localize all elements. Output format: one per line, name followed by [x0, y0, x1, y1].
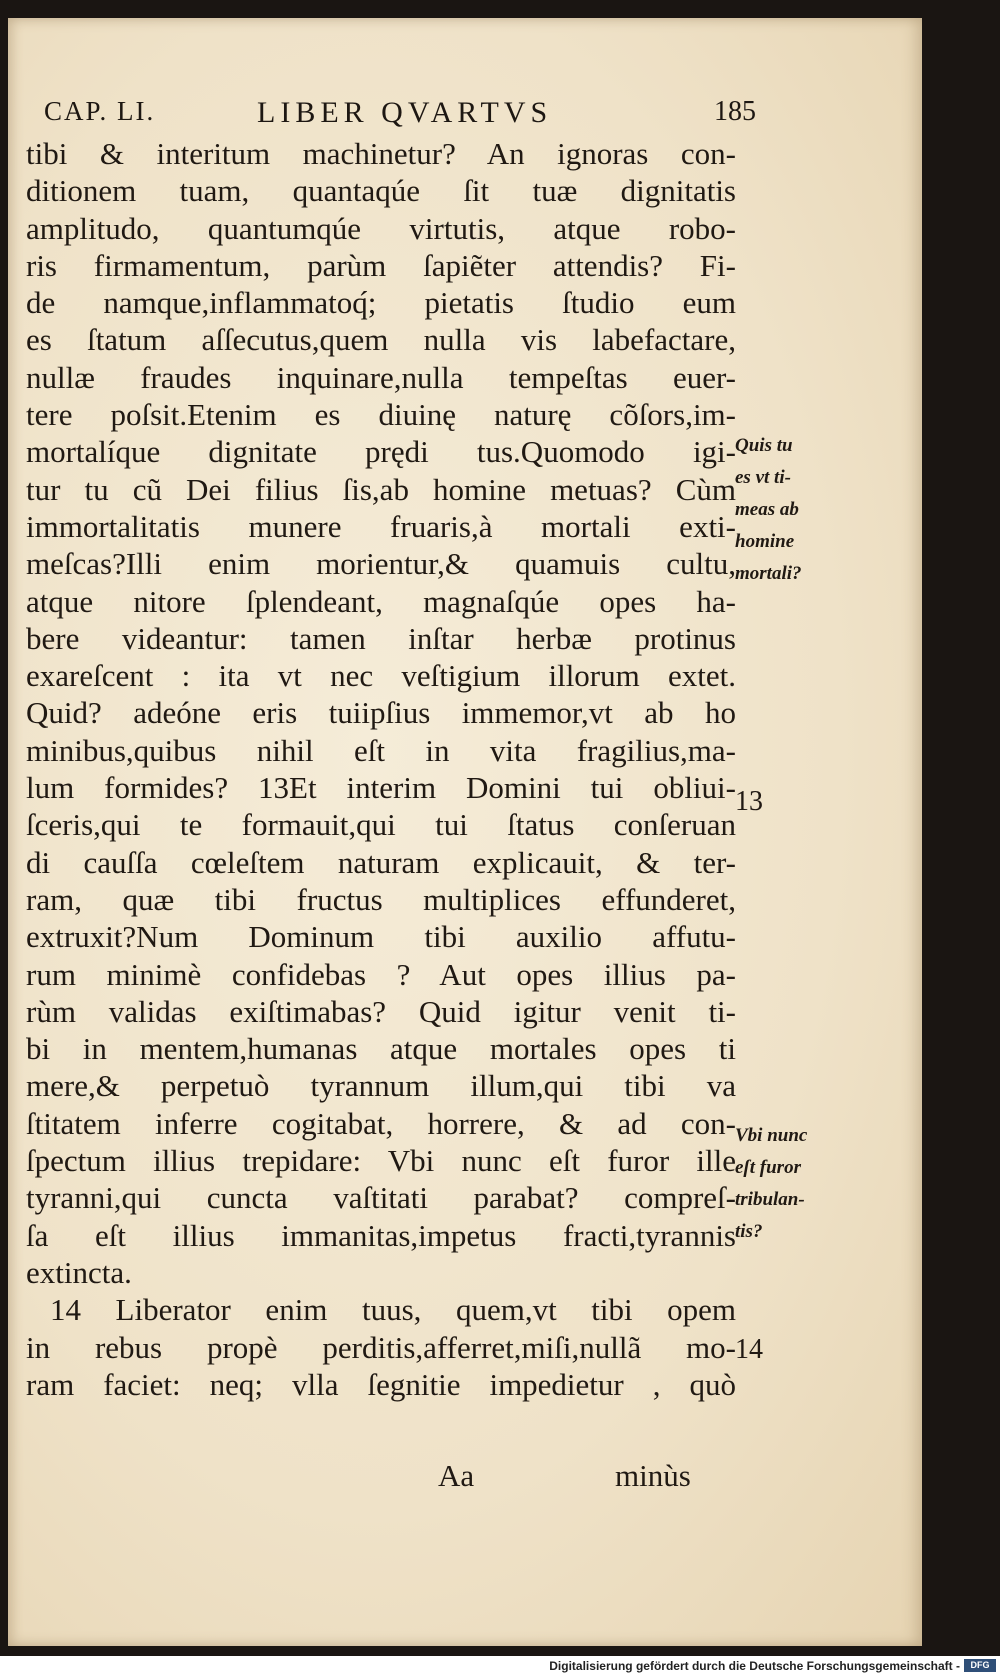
marginal-note-line: Vbi nunc — [735, 1125, 808, 1146]
marginal-note-line: tis? — [735, 1221, 763, 1242]
text-line: lum formides? 13Et interim Domini tui obliui- — [26, 770, 736, 806]
text-line: extincta. — [26, 1254, 132, 1290]
text-line: tibi & interitum machinetur? An ignoras con- — [26, 136, 736, 171]
text-line: de namque,inflammatoq́; pietatis ſtudio eum — [26, 285, 736, 321]
marginal-note-line: homine — [735, 531, 795, 552]
text-line: amplitudo, quantumqúe virtutis, atque robo- — [26, 210, 736, 246]
text-line: immortalitatis munere fruaris,à mortali exti- — [26, 508, 736, 544]
text-line: ris firmamentum, parùm ſapiẽter attendis? Fi- — [26, 247, 736, 283]
text-line: ram, quæ tibi fructus multiplices effunderet, — [26, 881, 736, 917]
text-line: exareſcent : ita vt nec veſtigium illorum extet. — [26, 658, 736, 694]
text-line: tyranni,qui cuncta vaſtitati parabat? compreſ- — [26, 1180, 736, 1216]
marginal-note-line: Quis tu — [735, 435, 793, 456]
main-text-block — [26, 135, 736, 1403]
text-line: extruxit?Num Dominum tibi auxilio affutu- — [26, 919, 736, 955]
text-line: ſtitatem inferre cogitabat, horrere, & ad con- — [26, 1105, 736, 1141]
text-line: minibus,quibus nihil eſt in vita fragilius,ma- — [26, 732, 736, 768]
signature-mark: Aa — [438, 1458, 475, 1493]
text-line: ram faciet: neq; vlla ſegnitie impedietur , quò — [26, 1366, 736, 1402]
marginal-note-vbi-nunc — [735, 1120, 845, 1248]
book-page — [8, 18, 922, 1646]
text-line: tur tu cũ Dei filius ſis,ab homine metuas? Cùm — [26, 471, 736, 507]
text-line: ſpectum illius trepidare: Vbi nunc eſt furor ille — [26, 1143, 736, 1179]
page-number: 185 — [714, 96, 756, 127]
text-line: mere,& perpetuò tyrannum illum,qui tibi va — [26, 1068, 736, 1104]
running-title: LIBER QVARTVS — [257, 96, 553, 129]
text-line: in rebus propè perditis,afferret,miſi,nullã mo- — [26, 1329, 736, 1365]
text-line: tere poſsit.Etenim es diuinę naturę cõſors,im- — [26, 397, 736, 433]
verse-number-14: 14 — [735, 1334, 763, 1365]
text-line: bi in mentem,humanas atque mortales opes ti — [26, 1031, 736, 1067]
text-line: ſa eſt illius immanitas,impetus fracti,tyrannis — [26, 1217, 736, 1253]
funding-credit: Digitalisierung gefördert durch die Deutsche Forschungsgemeinschaft - — [549, 1659, 960, 1673]
dfg-logo: DFG — [964, 1659, 996, 1672]
text-line: Quid? adeóne eris tuiipſius immemor,vt ab ho — [26, 695, 736, 731]
marginal-note-line: mortali? — [735, 563, 802, 584]
digitization-footer — [0, 1656, 1000, 1676]
page-header — [44, 96, 756, 138]
text-line: mortalíque dignitate prędi tus.Quomodo igi- — [26, 434, 736, 470]
text-line: di cauſſa cœleſtem naturam explicauit, & ter- — [26, 844, 736, 880]
text-line: es ſtatum aſſecutus,quem nulla vis labefactare, — [26, 322, 736, 358]
text-line: rum minimè confidebas ? Aut opes illius pa- — [26, 956, 736, 992]
chapter-heading: CAP. LI. — [44, 96, 156, 126]
text-line: rùm validas exiſtimabas? Quid igitur venit ti- — [26, 993, 736, 1029]
text-line: ditionem tuam, quantaqúe ſit tuæ dignitatis — [26, 173, 736, 209]
marginal-note-line: eſt furor — [735, 1157, 801, 1178]
marginal-note-line: tribulan- — [735, 1189, 805, 1210]
verse-number-13: 13 — [735, 786, 763, 817]
marginal-note-line: es vt ti- — [735, 467, 791, 488]
marginal-note-quis-tu — [735, 430, 845, 590]
text-line: nullæ fraudes inquinare,nulla tempeſtas euer- — [26, 359, 736, 395]
text-line: meſcas?Illi enim morientur,& quamuis cultu, — [26, 546, 736, 582]
catchword: minùs — [615, 1458, 691, 1493]
marginal-note-line: meas ab — [735, 499, 799, 520]
text-line: atque nitore ſplendeant, magnaſqúe opes ha- — [26, 583, 736, 619]
text-line: 14 Liberator enim tuus, quem,vt tibi opem — [50, 1292, 736, 1328]
text-line: bere videantur: tamen inſtar herbæ protinus — [26, 620, 736, 656]
text-line: ſceris,qui te formauit,qui tui ſtatus conſeruan — [26, 807, 736, 843]
